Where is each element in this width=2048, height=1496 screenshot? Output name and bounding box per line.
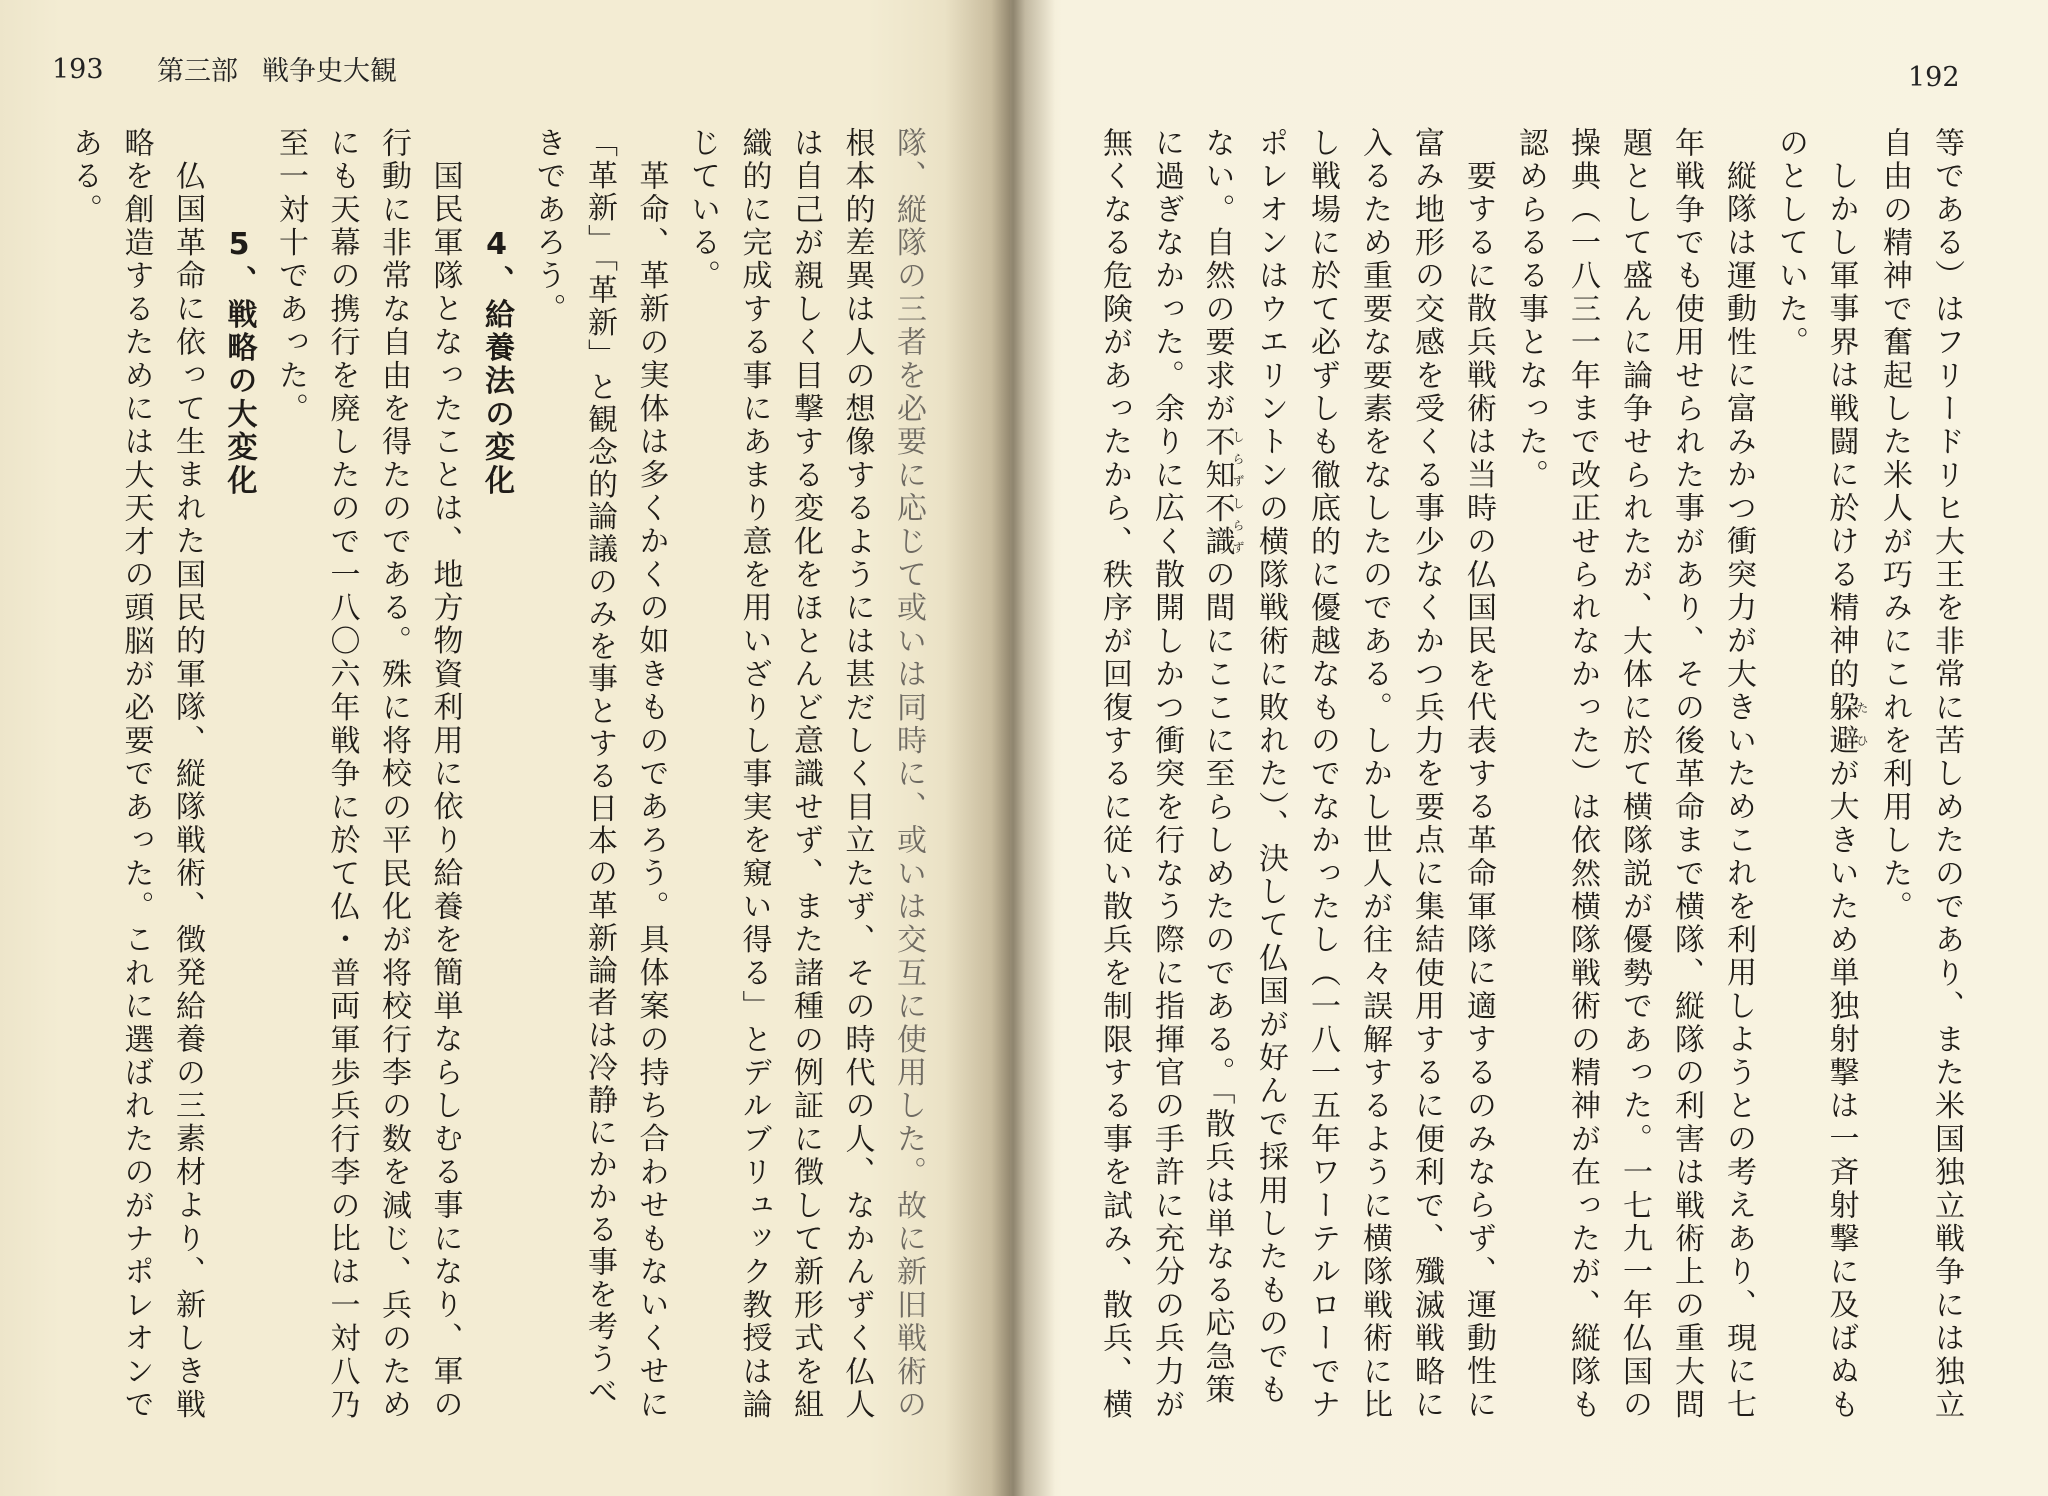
left-page-line-7: 「革新」「革新」と観念的論議のみを事とする日本の革新論者は冷静にかかる事を考うべ <box>582 127 617 1408</box>
right-page-line-15 <box>1192 127 1244 1427</box>
right-page-line-17: 無くなる危険があったから、秩序が回復するに従い散兵を制限する事を試み、散兵、横 <box>1097 127 1132 1422</box>
right-page-line-1: 等である）はフリードリヒ大王を非常に苦しめたのであり、また米国独立戦争には独立 <box>1929 127 1964 1422</box>
page-number-left: 193 <box>52 54 104 85</box>
right-page-line-7: 題として盛んに論争せられたが、大体に於て横隊説が優勢であった。一七九一年仏国の <box>1617 127 1652 1422</box>
right-page-line-13: し戦場に於て必ずしも徹底的に優越なものでなかったし（一八一五年ワーテルローでナ <box>1305 127 1340 1422</box>
book-gutter-shadow <box>945 0 1055 1496</box>
right-page-line-4: のとしていた。 <box>1773 127 1808 360</box>
section-heading-4: 4、給養法の変化 <box>479 227 514 498</box>
ruby-word <box>1823 691 1869 758</box>
line-text-before-ruby: ない。自然の要求が <box>1199 127 1235 426</box>
left-page-line-11: 行動に非常な自由を得たのである。殊に将校の平民化が将校行李の数を減じ、兵のため <box>376 127 411 1422</box>
right-page-line-12: 入るため重要な要素をなしたのである。しかし世人が往々誤解するように横隊戦術に比 <box>1357 127 1392 1422</box>
line-text-before-ruby: しかし軍事界は戦闘に於ける精神的 <box>1823 160 1859 692</box>
running-title: 戦争史大観 <box>262 56 397 87</box>
right-page-line-3 <box>1816 127 1868 1427</box>
left-page-body <box>58 127 934 1427</box>
right-page-line-6: 年戦争でも使用せられた事があり、その後革命まで横隊、縦隊の利害は戦術上の重大問 <box>1669 127 1704 1422</box>
right-page-line-16: に過ぎなかった。余りに広く散開しかつ衝突を行なう際に指揮官の手許に充分の兵力が <box>1149 127 1184 1422</box>
right-page-body <box>1088 127 1972 1427</box>
left-page-line-6: 革命、革新の実体は多くかくの如きものであろう。具体案の持ち合わせもないくせに <box>633 160 669 1422</box>
ruby-base: 不知不識 <box>1199 425 1235 559</box>
line-text-after-ruby: の間にここに至らしめたのである。「散兵は単なる応急策 <box>1199 558 1235 1407</box>
right-page-line-8: 操典（一八三一年まで改正せられなかった）は依然横隊戦術の精神が在ったが、縦隊も <box>1565 127 1600 1422</box>
part-label: 第三部 <box>157 56 238 87</box>
left-page-line-3: は自己が親しく目撃する変化をほとんど意識せず、また諸種の例証に徴して新形式を組 <box>788 127 823 1422</box>
left-page-line-2: 根本的差異は人の想像するようには甚だしく目立たず、その時代の人、なかんずく仏人 <box>839 127 875 1422</box>
page-number-right: 192 <box>1908 62 1960 93</box>
right-page-line-14: ポレオンはウエリントンの横隊戦術に敗れた）、決して仏国が好んで採用したものでも <box>1253 127 1288 1407</box>
right-page-line-10: 要するに散兵戦術は当時の仏国民を代表する革命軍隊に適するのみならず、運動性に <box>1461 160 1496 1422</box>
left-page-line-17: ある。 <box>67 127 102 227</box>
left-page-line-8: きであろう。 <box>530 127 566 327</box>
right-page-line-2: 自由の精神で奮起した米人が巧みにこれを利用した。 <box>1877 127 1912 924</box>
left-page-line-5: じている。 <box>685 127 720 293</box>
left-page-line-13: 至一対十であった。 <box>273 127 308 426</box>
right-page-line-5: 縦隊は運動性に富みかつ衝突力が大きいためこれを利用しようとの考えあり、現に七 <box>1721 160 1756 1422</box>
right-page-line-9: 認めらるる事となった。 <box>1513 127 1548 493</box>
ruby-reading: たひ <box>1855 691 1869 758</box>
ruby-base: 躱避 <box>1823 691 1859 758</box>
right-page-line-11: 富み地形の交感を受くる事少なくかつ兵力を要点に集結使用するに便利で、殲滅戦略に <box>1409 127 1444 1422</box>
ruby-word <box>1199 425 1245 559</box>
left-page-line-16: 略を創造するためには大天才の頭脳が必要であった。これに選ばれたのがナポレオンで <box>118 127 154 1422</box>
left-page-line-15: 仏国革命に依って生まれた国民的軍隊、縦隊戦術、徴発給養の三素材より、新しき戦 <box>170 160 205 1422</box>
left-page-line-12: にも天幕の携行を廃したので一八〇六年戦争に於て仏・普両軍歩兵行李の比は一対八乃 <box>324 127 360 1422</box>
ruby-reading: しらずしらず <box>1231 425 1245 559</box>
left-page-line-10: 国民軍隊となったことは、地方物資利用に依り給養を簡単ならしむる事になり、軍の <box>427 160 463 1422</box>
left-page-line-4: 織的に完成する事にあまり意を用いざりし事実を窺い得る」とデルブリュック教授は論 <box>736 127 772 1422</box>
line-text-after-ruby: が大きいため単独射撃は一斉射撃に及ばぬも <box>1823 757 1859 1422</box>
left-page-line-1: 隊、縦隊の三者を必要に応じて或いは同時に、或いは交互に使用した。故に新旧戦術の <box>891 127 926 1422</box>
section-heading-5: 5、戦略の大変化 <box>221 227 257 498</box>
